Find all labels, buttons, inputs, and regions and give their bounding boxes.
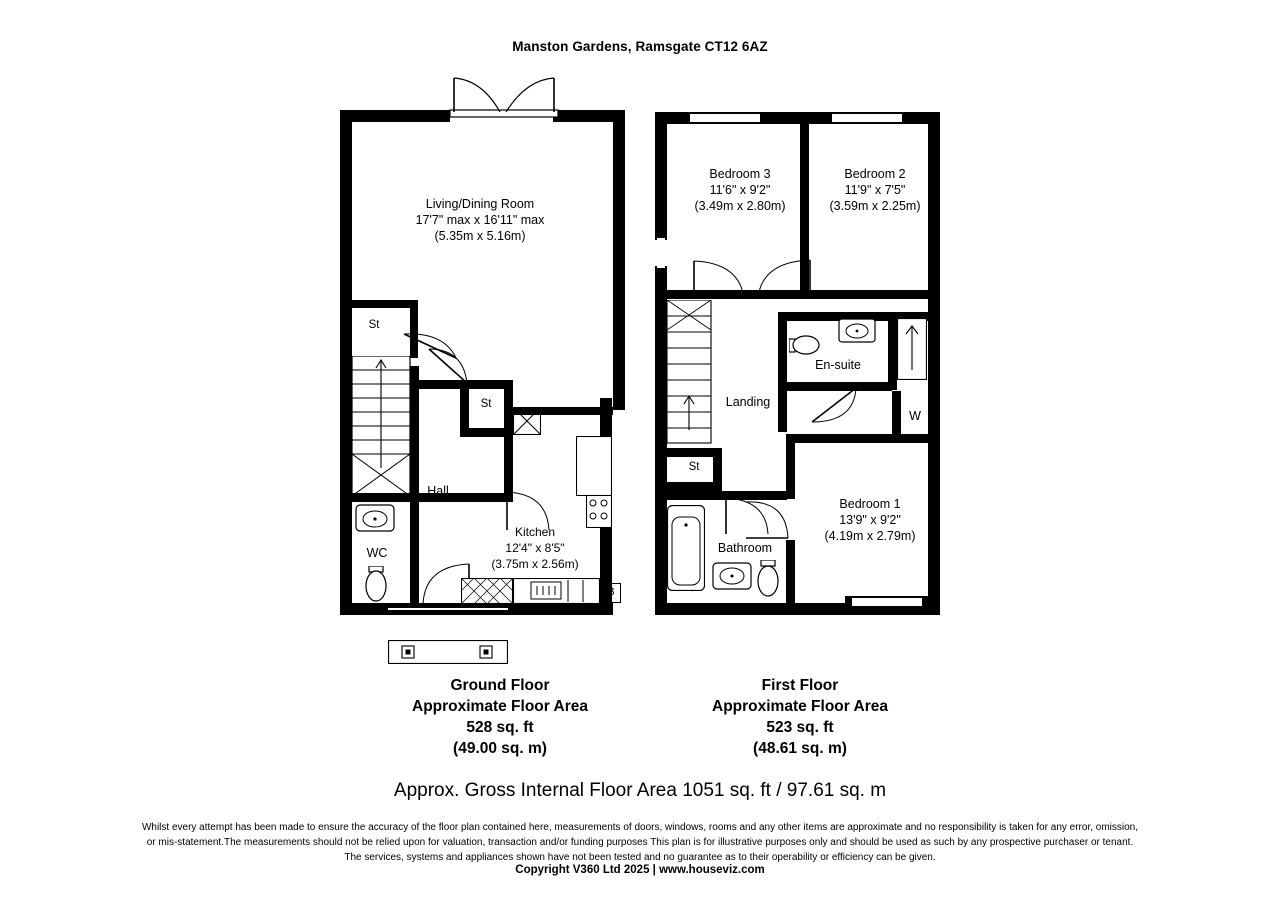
room-dim-imperial: 12'4" x 8'5" [505,541,565,555]
gf-front-double-door [448,74,560,122]
ff-wall-bed2-bottom [800,290,928,299]
kitchen-tiles-icon [461,578,513,604]
ff-staircase [667,300,713,445]
kitchen-worktop-icon [576,436,612,496]
kitchen-hob-icon [586,494,612,528]
gf-wall-right [613,110,625,410]
label-boiler: B [601,583,621,603]
ff-wall-ensuite-left [778,312,787,432]
ff-wall-left-lower [655,312,667,615]
caption-sqft: 528 sq. ft [466,719,534,736]
gf-staircase [352,356,414,498]
ff-wall-st-bottom [667,482,722,491]
room-name: Bedroom 3 [709,167,771,181]
ff-wall-bed1-top [786,434,896,443]
property-address: Manston Gardens, Ramsgate CT12 6AZ [512,39,768,54]
ground-floor-caption [340,675,660,759]
gf-wall-top-right [553,110,625,122]
ff-window-top-right [832,114,902,122]
gf-wall-wc-right [410,501,419,606]
gf-hatch [513,407,541,435]
caption-title: First Floor [761,677,839,694]
room-name: Kitchen [514,525,556,539]
gf-hall-door-1 [419,343,471,385]
room-dim-metric: (5.35m x 5.16m) [434,229,526,243]
gf-porch-outline [388,640,508,664]
disclaimer [0,820,1280,865]
gf-wall-left [340,110,352,615]
gf-wall-st2-bottom [460,428,513,437]
bathroom-bath-icon [667,505,705,591]
caption-sub: Approximate Floor Area [412,698,588,715]
room-label-living-dining [330,196,630,244]
caption-sqft: 523 sq. ft [766,719,834,736]
gf-wall-kitchen-left [504,437,513,493]
room-dim-metric: (4.19m x 2.79m) [824,529,916,543]
room-dim-imperial: 11'6" x 9'2" [709,183,771,197]
caption-title: Ground Floor [450,677,550,694]
room-dim-imperial: 13'9" x 9'2" [839,513,901,527]
ff-bed3-door [690,255,750,303]
room-dim-metric: (3.49m x 2.80m) [694,199,786,213]
gf-wall-living-bottom [348,300,418,308]
room-label-bedroom-1 [800,496,940,544]
ff-wall-left-upper [655,112,667,240]
ensuite-toilet-icon [789,330,821,360]
label-hall: Hall [427,484,449,498]
room-name: Living/Dining Room [425,197,535,211]
ff-window-top-left [690,114,760,122]
gf-bottom-window [388,608,508,610]
ff-bathroom-door [722,494,772,538]
gross-internal-area: Approx. Gross Internal Floor Area 1051 sq. ft / 97.61 sq. m [393,780,887,801]
ensuite-shower-icon [897,318,927,380]
ff-window-bed1-bottom [852,598,922,606]
room-label-bedroom-3 [670,166,810,214]
room-dim-imperial: 11'9" x 7'5" [844,183,906,197]
copyright-notice: Copyright V360 Ltd 2025 | www.houseviz.com [515,864,765,876]
label-bathroom: Bathroom [717,541,773,555]
ff-bed2-door [756,256,814,302]
label-wc: WC [366,546,388,560]
label-st-2: St [480,398,492,410]
label-landing: Landing [725,395,771,409]
gf-wall-hall-left-vert [410,366,419,501]
room-name: Bedroom 1 [839,497,901,511]
caption-sqm: (49.00 sq. m) [453,740,547,757]
ff-wall-bottom-left [655,603,845,615]
wc-sink-icon [355,504,395,534]
ff-wall-left-mid [655,266,667,314]
ensuite-sink-icon [838,318,876,344]
caption-sqm: (48.61 sq. m) [753,740,847,757]
label-w: W [909,409,921,423]
ff-wall-w-bottom [892,434,940,443]
kitchen-counter-bottom-icon [513,578,600,604]
label-st-first: St [688,461,700,473]
bathroom-toilet-icon [752,560,784,598]
wc-toilet-icon [361,566,391,604]
caption-sub: Approximate Floor Area [712,698,888,715]
room-label-bedroom-2 [805,166,945,214]
label-ensuite: En-suite [815,358,861,372]
room-name: Bedroom 2 [844,167,906,181]
room-dim-imperial: 17'7" max x 16'11" max [415,213,545,227]
ff-window-left [657,238,665,268]
room-dim-metric: (3.59m x 2.25m) [829,199,921,213]
ff-ensuite-door [808,384,860,426]
first-floor-caption [640,675,960,759]
room-label-kitchen [455,524,615,572]
label-st-1: St [368,319,380,331]
disclaimer-line-1: Whilst every attempt has been made to ensure the accuracy of the floor plan contained here, measurements of doors, windows, rooms and any other items are approximate and no responsibility is taken for any error, omission, [141,822,1139,833]
ff-wall-ensuite-shower-div [888,312,897,390]
ff-wall-bed1-left [786,434,795,499]
gf-wall-top-left [340,110,450,122]
disclaimer-line-3: The services, systems and appliances shown have not been tested and no guarantee as to their operability or efficiency can be given. [344,852,936,863]
disclaimer-line-2: or mis-statement.The measurements should not be relied upon for valuation, transaction and/or funding purposes This plan is for illustrative purposes only and should be used as such by any prospective purchaser or tenant. [146,837,1134,848]
room-dim-metric: (3.75m x 2.56m) [491,557,579,571]
